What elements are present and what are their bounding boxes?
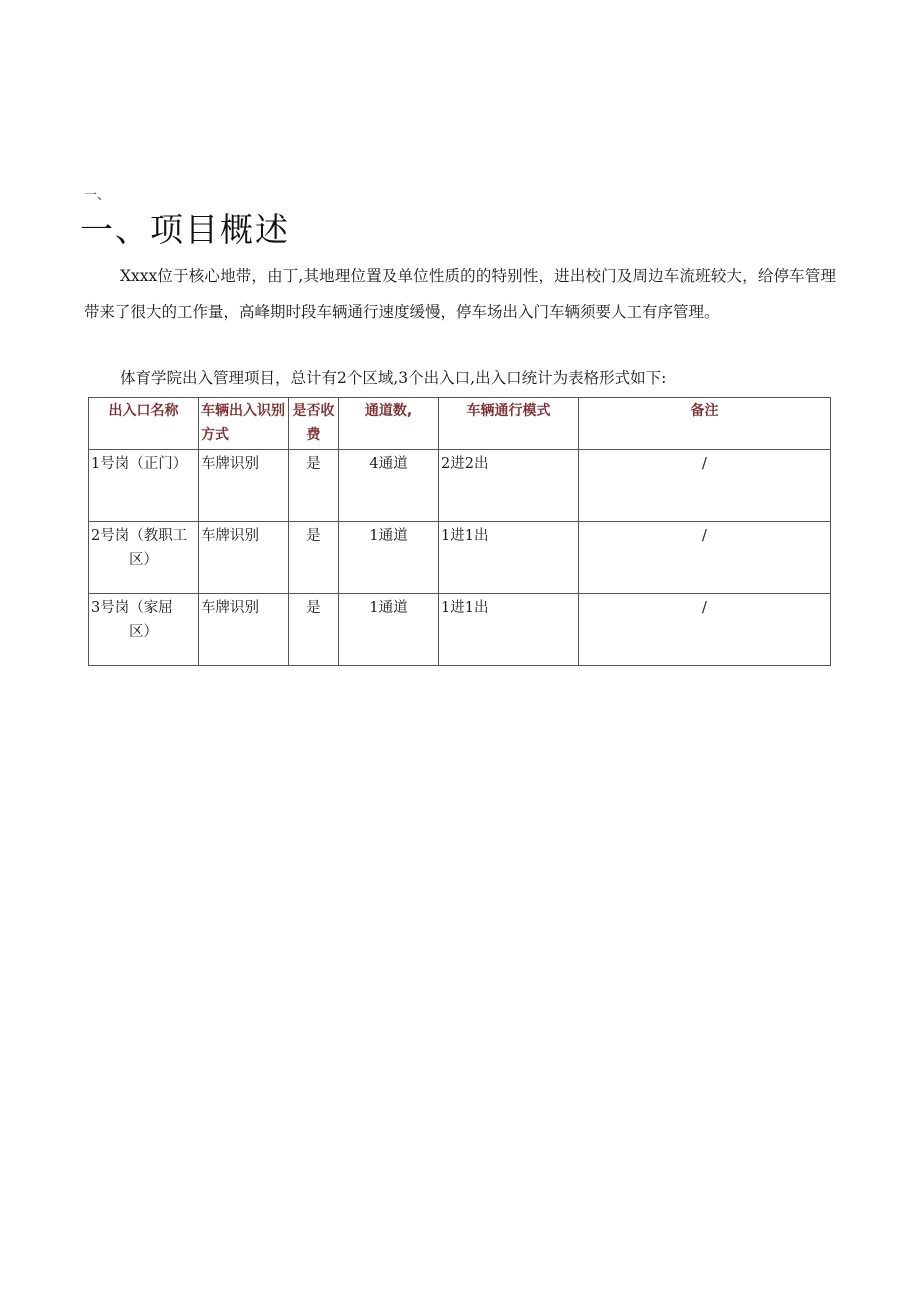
header-fee: 是否收费: [289, 398, 339, 450]
entrance-name-line1: 1号岗（正门）: [91, 456, 188, 472]
entrance-name-line1: 2号岗（教职工: [91, 528, 188, 544]
overview-paragraph: Xxxx位于核心地带，由丁,其地理位置及单位性质的的特别性，进出校门及周边车流班较大，给停车管理带来了很大的工作量，高峰期时段车辆通行速度缓慢，停车场出入门车辆须要人工有序管理。: [84, 267, 836, 321]
cell-channels: 1通道: [339, 522, 439, 594]
entrance-table: [88, 397, 831, 666]
entrance-name-line2: 区）: [129, 552, 158, 568]
table-row: [89, 522, 831, 594]
table-row: [89, 594, 831, 666]
cell-entrance-name: [89, 450, 199, 522]
header-mode: 车辆通行模式: [439, 398, 579, 450]
section-heading: 一、项目概述: [80, 210, 290, 249]
table-row: [89, 450, 831, 522]
summary-paragraph: 体育学院出入管理项目，总计有2个区域,3个出入口,出入口统计为表格形式如下:: [120, 369, 667, 387]
cell-note: /: [579, 450, 831, 522]
cell-fee: 是: [289, 594, 339, 666]
cell-id-method: 车牌识别: [199, 522, 289, 594]
cell-channels: 1通道: [339, 594, 439, 666]
cell-entrance-name: [89, 594, 199, 666]
cell-channels: 4通道: [339, 450, 439, 522]
cell-mode: 1进1出: [439, 594, 579, 666]
section-marker: 一、: [84, 188, 111, 203]
header-entrance-name: 出入口名称: [89, 398, 199, 450]
cell-entrance-name: [89, 522, 199, 594]
header-id-method: 车辆出入识别方式: [199, 398, 289, 450]
entrance-name-line2: 区）: [129, 624, 158, 640]
header-channels: 通道数,: [339, 398, 439, 450]
cell-note: /: [579, 522, 831, 594]
entrance-name-line1: 3号岗（家屈: [91, 600, 173, 616]
cell-mode: 1进1出: [439, 522, 579, 594]
cell-fee: 是: [289, 450, 339, 522]
cell-note: /: [579, 594, 831, 666]
header-note: 备注: [579, 398, 831, 450]
cell-id-method: 车牌识别: [199, 450, 289, 522]
cell-fee: 是: [289, 522, 339, 594]
cell-mode: 2进2出: [439, 450, 579, 522]
table-header-row: [89, 398, 831, 450]
cell-id-method: 车牌识别: [199, 594, 289, 666]
